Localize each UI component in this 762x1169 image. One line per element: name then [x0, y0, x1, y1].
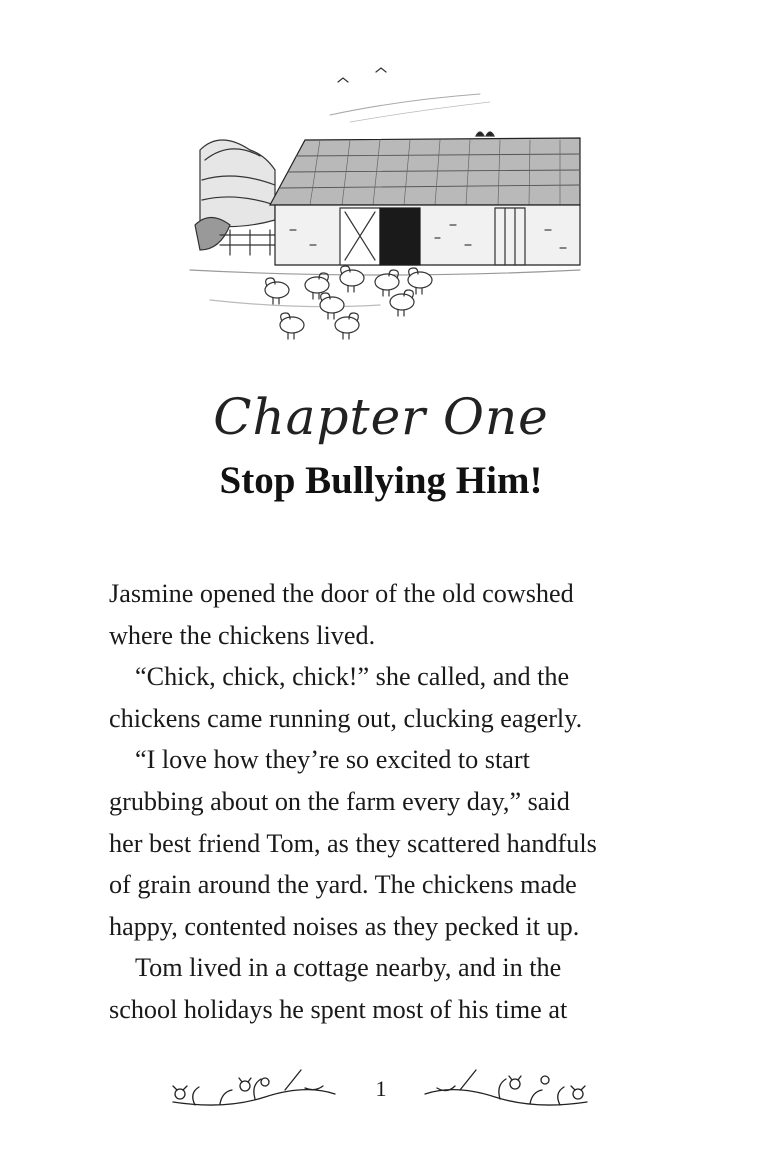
chicken-icon — [320, 293, 344, 319]
text-line: Jasmine opened the door of the old cowshed — [109, 579, 574, 608]
chicken-icon — [335, 313, 359, 339]
bird-icon — [338, 78, 348, 82]
text-line: happy, contented noises as they pecked it up. — [109, 911, 580, 941]
chicken-icon — [390, 290, 414, 316]
text-line: Tom lived in a cottage nearby, and in the — [135, 953, 562, 983]
text-line: “Chick, chick, chick!” she called, and the — [135, 662, 570, 692]
text-line: where the chickens lived. — [109, 620, 376, 650]
page-number: 1 — [375, 1076, 387, 1101]
chicken-icon — [375, 270, 399, 296]
crow-icon — [476, 132, 484, 136]
body-text — [109, 573, 669, 1031]
chapter-label: Chapter One — [213, 388, 549, 446]
crow-icon — [486, 132, 494, 136]
text-line: chickens came running out, clucking eagerly. — [109, 703, 583, 733]
floral-vine-right-icon — [420, 1062, 595, 1122]
chapter-title: Stop Bullying Him! — [219, 459, 543, 502]
text-line: her best friend Tom, as they scattered handfuls — [109, 828, 597, 858]
chicken-icon — [340, 266, 364, 292]
bird-icon — [376, 68, 386, 72]
chicken-icon — [305, 273, 329, 299]
cowshed-chickens-illustration — [180, 60, 590, 370]
chicken-icon — [265, 278, 289, 304]
chicken-icon — [280, 313, 304, 339]
text-line: grubbing about on the farm every day,” said — [109, 786, 570, 816]
floral-vine-left-icon — [165, 1062, 340, 1122]
text-line: school holidays he spent most of his time at — [109, 994, 568, 1024]
page-footer — [0, 1060, 762, 1130]
text-line: of grain around the yard. The chickens made — [109, 870, 577, 900]
text-line: “I love how they’re so excited to start — [135, 745, 530, 775]
